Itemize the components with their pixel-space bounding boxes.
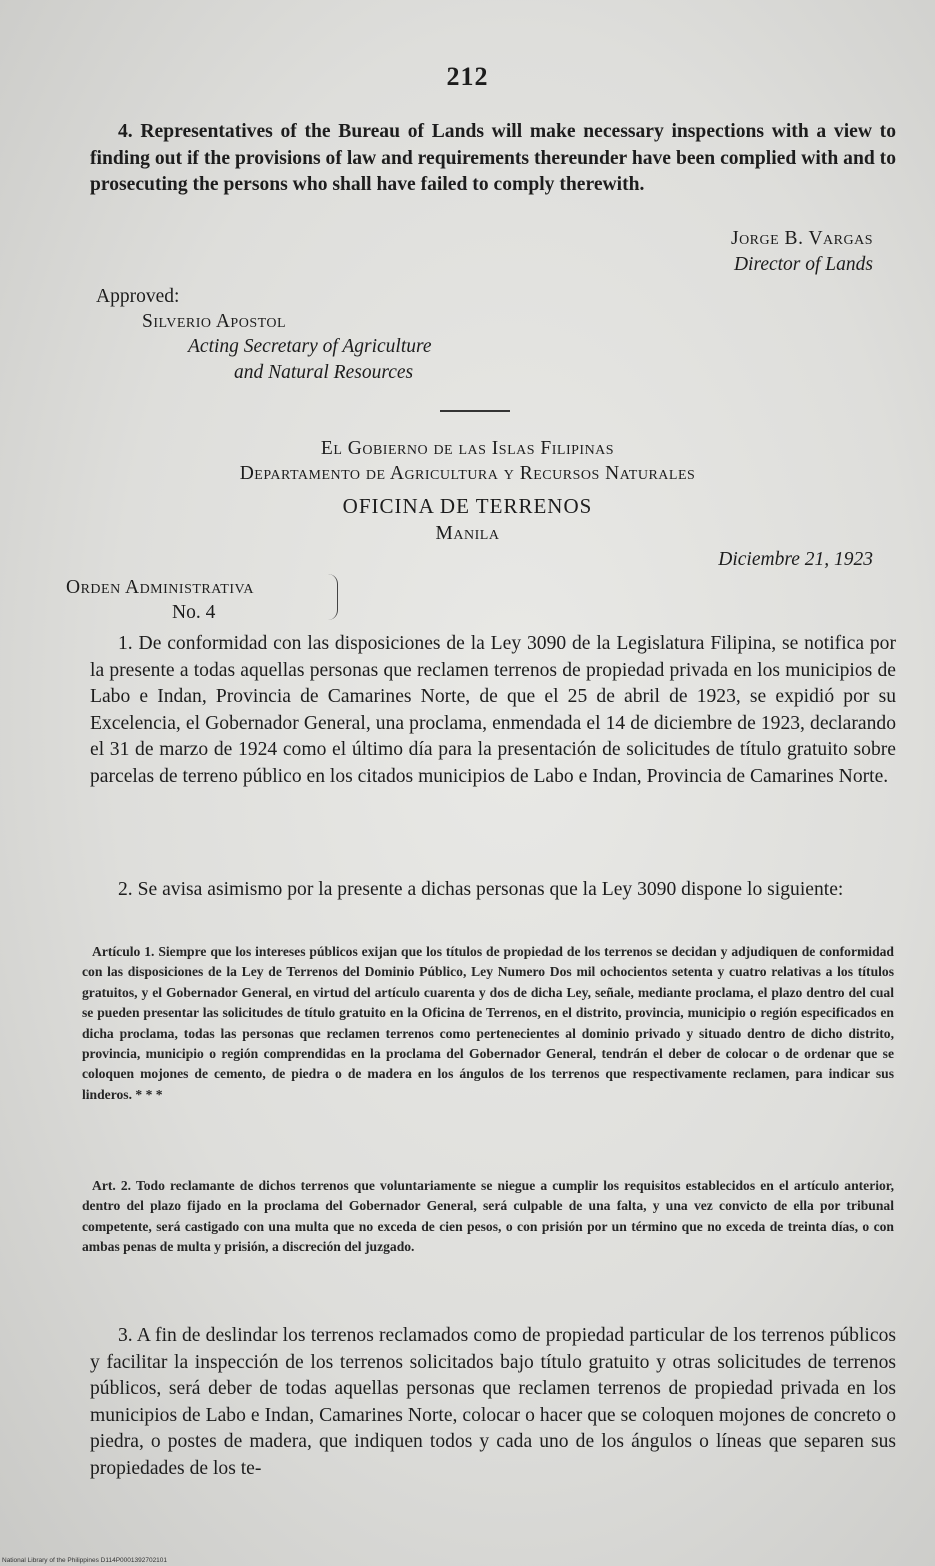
- signature-name: Jorge B. Vargas: [730, 228, 873, 249]
- order-date: Diciembre 21, 1923: [718, 549, 873, 570]
- approval-name: Silverio Apostol: [142, 311, 287, 332]
- approval-title-line2: and Natural Resources: [234, 362, 414, 383]
- article-2-quote: Art. 2. Todo reclamante de dichos terrenos que voluntariamente se niegue a cumplir los requisitos establecidos en el artículo anterior, dentro del plazo fijado en la proclama del Gobernador General, será culpable de una falta, y una vez convicto de ella por tribunal competente, será castigado con una multa que no exceda de cien pesos, o con prisión por un término que no exceda de treinta días, o con ambas penas de multa y prisión, a discreción del juzgado.: [82, 1178, 894, 1255]
- article-1-quote: Artículo 1. Siempre que los intereses públicos exijan que los títulos de propiedad de los terrenos se decidan y adjudiquen de conformidad con las disposiciones de la Ley de Terrenos del Dominio Público, Ley Numero Dos mil ochocientos setenta y cuatro relativas a los títulos gratuitos, y el Gobernador General, en virtud del artículo cuarenta y dos de dicha Ley, señale, mediante proclama, el plazo dentro del cual se pueden presentar las solicitudes de título gratuito en la Oficina de Terrenos, en el distrito, provincia, municipio o región especificados en dicha proclama, todas las personas que reclamen terrenos como pertenecientes al dominio privado y situado dentro de dicho distrito, provincia, municipio o región comprendidas en la proclama del Gobernador General, tendrán el deber de colocar o de ordenar que se coloquen mojones de cemento, de piedra o de madera en los ángulos de los terrenos que respectivamente reclamen, para indicar sus linderos. * * *: [82, 944, 894, 1102]
- paragraph-4: 4. Representatives of the Bureau of Lands will make necessary inspections with a view to finding out if the provisions of law and requirements thereunder have been complied with and to prosecuting the persons who shall have failed to comply therewith.: [90, 121, 896, 195]
- paragraph-3: 3. A fin de deslindar los terrenos reclamados como de propiedad particular de los terrenos públicos y facilitar la inspección de los terrenos solicitados bajo título gratuito y otras solicitudes de terrenos públicos, será deber de todas aquellas personas que reclamen terrenos de propiedad privada en los municipios de Labo e Indan, Camarines Norte, colocar o hacer que se coloquen mojones de concreto o piedra, o postes de madera, que indiquen todos y cada uno de los ángulos o líneas que separen sus propiedades de los te-: [90, 1325, 896, 1479]
- signature-title: Director of Lands: [733, 254, 873, 275]
- heading-department: Departamento de Agricultura y Recursos Naturales: [239, 463, 696, 484]
- approval-title-line1: Acting Secretary of Agriculture: [188, 336, 432, 357]
- section-divider: [440, 410, 510, 412]
- order-number: No. 4: [172, 602, 216, 623]
- order-title: Orden Administrativa: [66, 577, 254, 598]
- page-number: 212: [446, 62, 489, 91]
- heading-office: OFICINA DE TERRENOS: [342, 494, 593, 518]
- paragraph-2: 2. Se avisa asimismo por la presente a dichas personas que la Ley 3090 dispone lo siguiente:: [118, 879, 844, 900]
- order-brace: [327, 574, 338, 620]
- heading-government: El Gobierno de las Islas Filipinas: [320, 438, 615, 459]
- archive-footer: National Library of the Philippines D114P0001392702101: [2, 1557, 168, 1564]
- approval-label: Approved:: [96, 286, 180, 307]
- heading-city: Manila: [435, 523, 500, 544]
- paragraph-1: 1. De conformidad con las disposiciones de la Ley 3090 de la Legislatura Filipina, se notifica por la presente a todas aquellas personas que reclamen terrenos de propiedad privada en los municipios de Labo e Indan, Provincia de Camarines Norte, de que el 25 de abril de 1923, se expidió por su Excelencia, el Gobernador General, una proclama, enmendada el 14 de diciembre de 1923, declarando el 31 de marzo de 1924 como el último día para la presentación de solicitudes de título gratuito sobre parcelas de terreno público en los citados municipios de Labo e Indan, Provincia de Camarines Norte.: [90, 633, 896, 787]
